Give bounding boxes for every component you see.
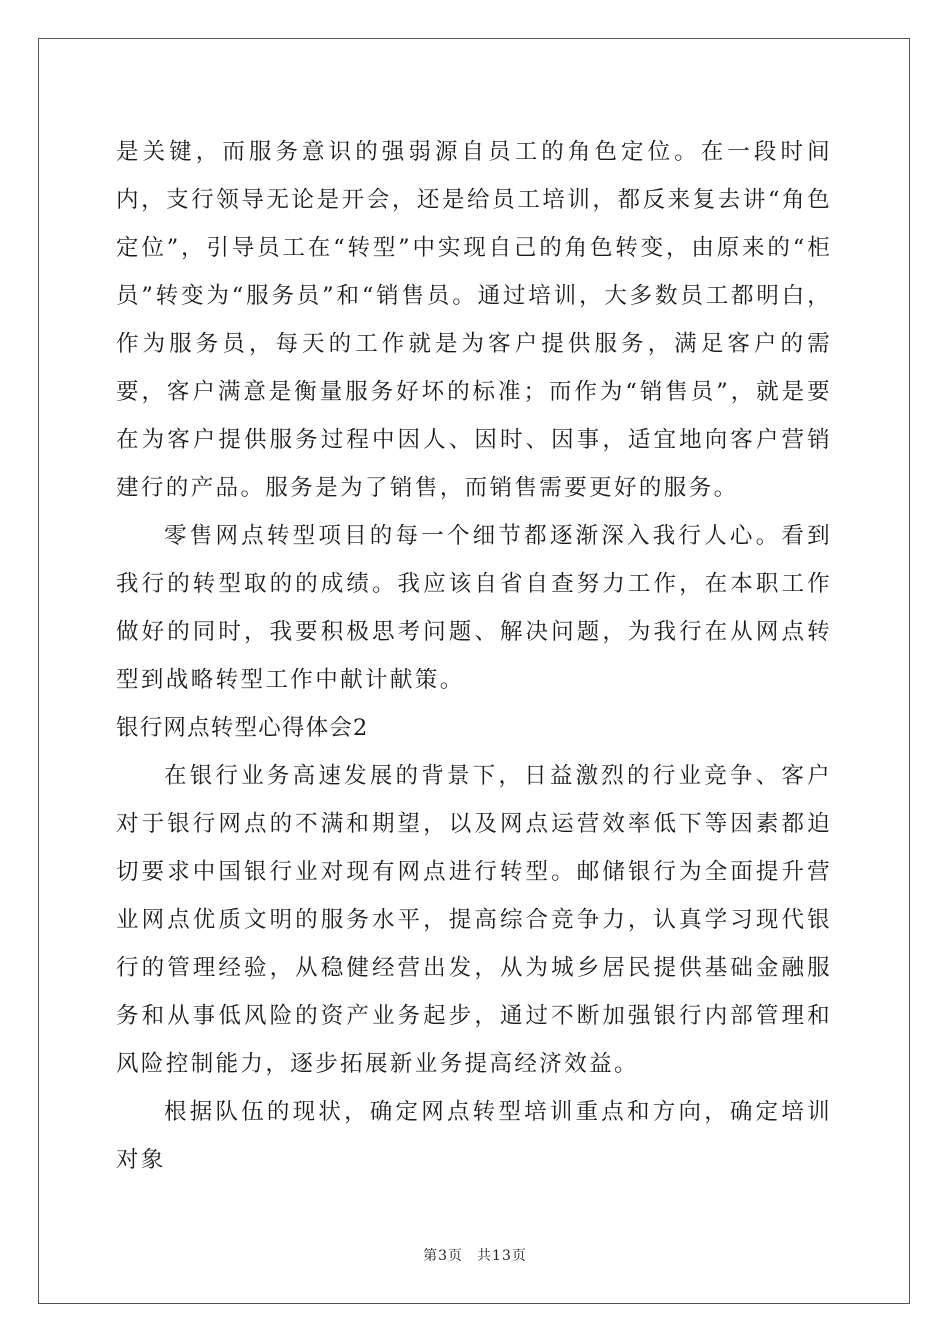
paragraph: 根据队伍的现状，确定网点转型培训重点和方向，确定培训对象 [116,1099,832,1173]
page-total: 共13页 [477,1248,527,1264]
paragraph: 在银行业务高速发展的背景下，日益激烈的行业竞争、客户对于银行网点的不满和期望，以及网点运营效率低下等因素都迫切要求中国银行业对现有网点进行转型。邮储银行为全面提升营业网点优质文明的服务水平，提高综合竞争力，认真学习现代银行的管理经验，从稳健经营出发，从为城乡居民提供基础金融服务和从事低风险的资产业务起步，通过不断加强银行内部管理和风险控制能力，逐步拓展新业务提高经济效益。 [116,763,832,1077]
document-body [116,128,832,1184]
paragraph: 零售网点转型项目的每一个细节都逐渐深入我行人心。看到我行的转型取的的成绩。我应该自省自查努力工作，在本职工作做好的同时，我要积极思考问题、解决问题，为我行在从网点转型到战略转型工作中献计献策。 [116,523,832,693]
page-footer [0,1245,950,1265]
paragraph-continued: 是关键，而服务意识的强弱源自员工的角色定位。在一段时间内，支行领导无论是开会，还是给员工培训，都反来复去讲“角色定位”，引导员工在“转型”中实现自己的角色转变，由原来的“柜员”转变为“服务员”和“销售员。通过培训，大多数员工都明白，作为服务员，每天的工作就是为客户提供服务，满足客户的需要，客户满意是衡量服务好坏的标准；而作为“销售员”，就是要在为客户提供服务过程中因人、因时、因事，适宜地向客户营销建行的产品。服务是为了销售，而销售需要更好的服务。 [116,139,832,501]
section-heading: 银行网点转型心得体会2 [116,715,369,741]
page-number: 第3页 [423,1248,464,1264]
